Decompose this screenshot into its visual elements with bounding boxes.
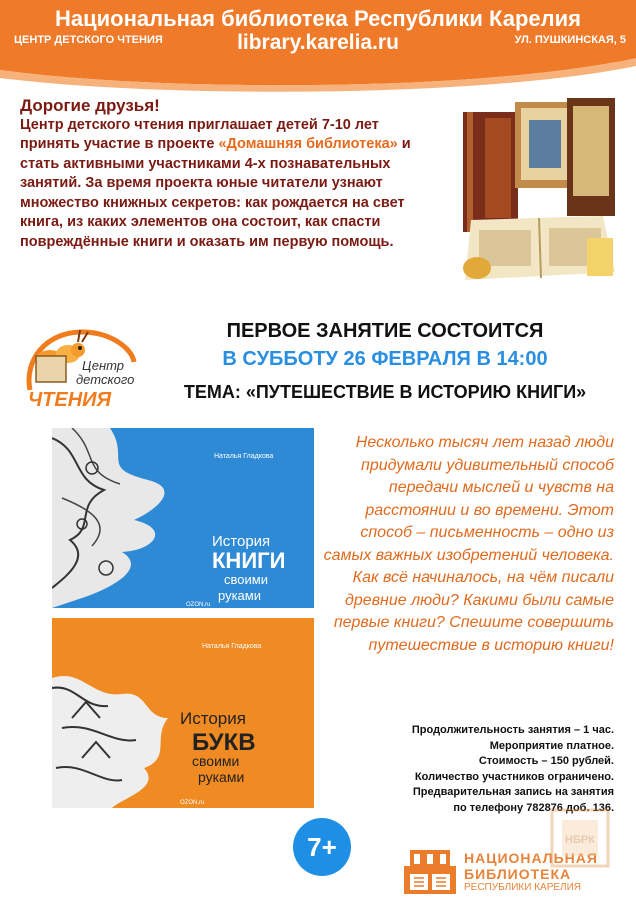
book2-publisher: OZON.ru	[180, 800, 205, 806]
book2-word-1: История	[180, 709, 246, 728]
library-logo-icon	[402, 848, 458, 896]
info-duration: Продолжительность занятия – 1 час.	[411, 724, 614, 736]
old-books-image	[455, 96, 620, 286]
announcement-date: В СУББОТУ 26 ФЕВРАЛЯ В 14:00	[222, 348, 548, 370]
library-logo-line-1: НАЦИОНАЛЬНАЯ	[464, 850, 598, 866]
story-text: Несколько тысяч лет назад люди придумали удивительный способ передачи мыслей и чувств на расстоянии и во времени. Этот способ – письменность – одно из самых важных изобретений человека. Как всё начиналось, на чём писали древние люди? Какими были самые первые книги? Спешите совершить путешествие в историю книги!	[323, 434, 614, 654]
book2-word-3: своими	[192, 753, 240, 769]
center-name: ЦЕНТР ДЕТСКОГО ЧТЕНИЯ	[14, 34, 163, 46]
info-paid: Мероприятие платное.	[489, 739, 614, 752]
intro-text	[20, 96, 440, 252]
info-registration: Предварительная запись на занятия	[412, 786, 614, 798]
logo-line-3: ЧТЕНИЯ	[28, 389, 112, 410]
project-name: «Домашняя библиотека»	[218, 136, 398, 152]
book2-author: Наталья Гладкова	[202, 643, 262, 650]
book1-publisher: OZON.ru	[186, 602, 211, 608]
book1-author: Наталья Гладкова	[214, 453, 274, 460]
website-link[interactable]: library.karelia.ru	[237, 31, 399, 54]
library-title: Национальная библиотека Республики Карелия	[55, 6, 581, 31]
library-logo-line-3: РЕСПУБЛИКИ КАРЕЛИЯ	[464, 882, 582, 893]
library-watermark	[548, 806, 612, 870]
info-price: Стоимость – 150 рублей.	[478, 755, 614, 767]
intro-text-after: и стать активными участниками 4-х познавательных занятий. За время проекта юные читатели узнают множество книжных секретов: как рождается на свет книга, из каких элементов она состоит, как спасти повреждённые книги и оказать им первую помощь.	[20, 136, 411, 250]
age-rating-badge: 7+	[293, 818, 351, 876]
logo-line-1: Центр	[82, 358, 125, 373]
book1-word-1: История	[212, 533, 271, 550]
book-cover-history-of-letters	[52, 618, 314, 808]
logo-line-2: детского	[76, 372, 135, 387]
info-phone: по телефону 782876 доб. 136.	[453, 801, 614, 814]
header-wave	[0, 52, 636, 92]
address: УЛ. ПУШКИНСКАЯ, 5	[514, 34, 626, 46]
library-logo-line-2: БИБЛИОТЕКА	[464, 866, 572, 882]
announcement-topic: ТЕМА: «ПУТЕШЕСТВИЕ В ИСТОРИЮ КНИГИ»	[183, 382, 587, 402]
watermark-text: НБРК	[565, 834, 595, 846]
book1-word-4: руками	[218, 588, 261, 603]
greeting: Дорогие друзья!	[20, 96, 160, 115]
book-cover-history-of-books	[52, 428, 314, 608]
book2-word-4: руками	[198, 769, 245, 785]
book1-word-3: своими	[224, 572, 268, 587]
book1-word-2: КНИГИ	[212, 548, 286, 573]
info-limited: Количество участников ограничено.	[414, 770, 614, 783]
event-info	[320, 723, 614, 816]
announcement-line-1: ПЕРВОЕ ЗАНЯТИЕ СОСТОИТСЯ	[226, 320, 544, 342]
intro-text-before: Центр детского чтения приглашает детей 7-10 лет принять участие в проекте	[20, 116, 379, 152]
children-reading-center-logo	[20, 326, 140, 410]
book2-word-2: БУКВ	[192, 729, 256, 756]
